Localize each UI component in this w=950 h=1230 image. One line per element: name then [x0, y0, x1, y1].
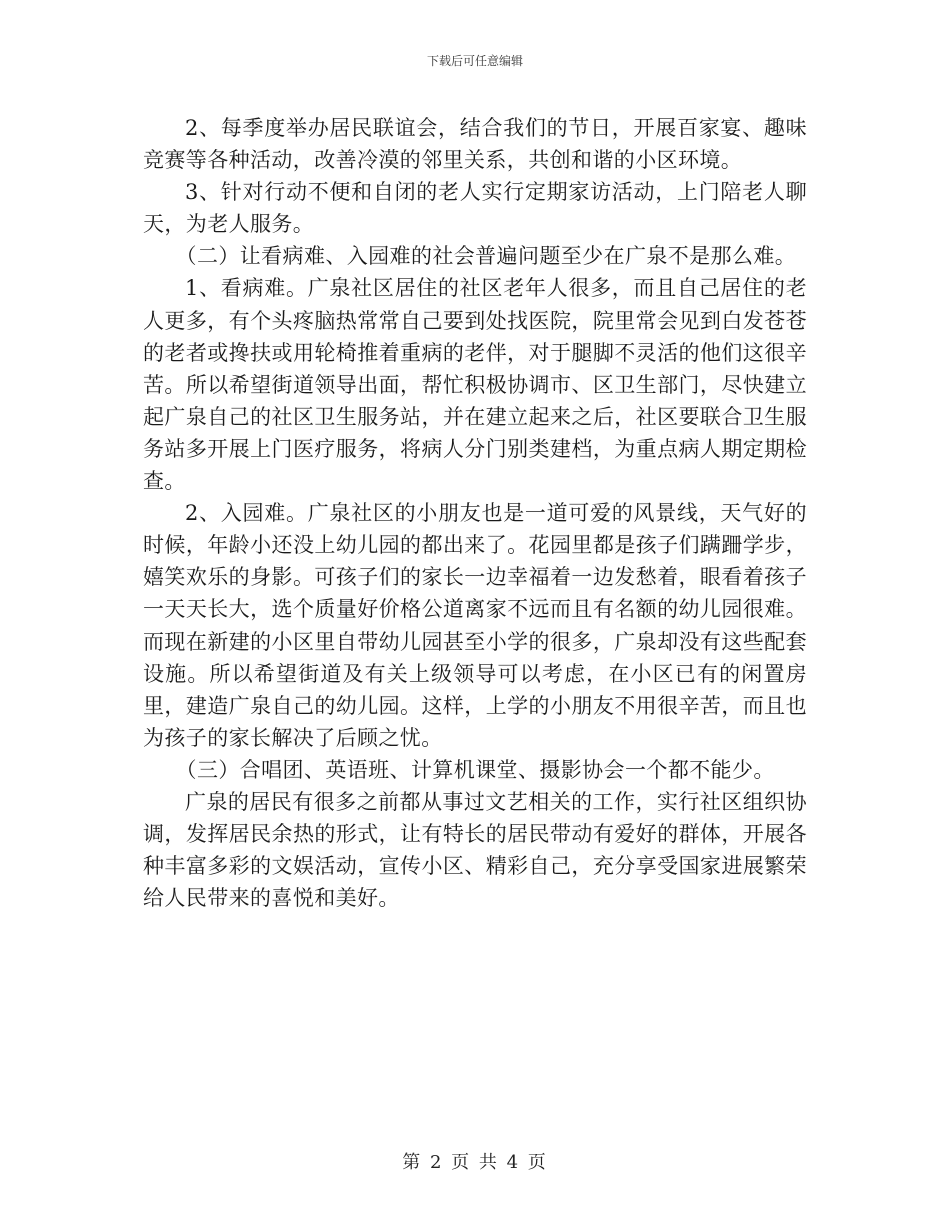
paragraph-item-2-activities: 2、每季度举办居民联谊会，结合我们的节日，开展百家宴、趣味竞赛等各种活动，改善冷漠的邻里关系，共创和谐的小区环境。: [143, 116, 807, 173]
document-body: [143, 112, 807, 914]
section-heading-3: （三）合唱团、英语班、计算机课堂、摄影协会一个都不能少。: [175, 757, 775, 782]
paragraph-kindergarten: 2、入园难。广泉社区的小朋友也是一道可爱的风景线，天气好的时候，年龄小还没上幼儿园的都出来了。花园里都是孩子们蹒跚学步，嬉笑欢乐的身影。可孩子们的家长一边幸福着一边发愁着，眼看着孩子一天天长大，选个质量好价格公道离家不远而且有名额的幼儿园很难。而现在新建的小区里自带幼儿园甚至小学的很多，广泉却没有这些配套设施。所以希望街道及有关上级领导可以考虑，在小区已有的闲置房里，建造广泉自己的幼儿园。这样，上学的小朋友不用很辛苦，而且也为孩子的家长解决了后顾之忧。: [143, 501, 807, 750]
section-heading-2: （二）让看病难、入园难的社会普遍问题至少在广泉不是那么难。: [175, 244, 797, 269]
paragraph-medical-care: 1、看病难。广泉社区居住的社区老年人很多，而且自己居住的老人更多，有个头疼脑热常常自己要到处找医院，院里常会见到白发苍苍的老者或搀扶或用轮椅推着重病的老伴，对于腿脚不灵活的他们这很辛苦。所以希望街道领导出面，帮忙积极协调市、区卫生部门，尽快建立起广泉自己的社区卫生服务站，并在建立起来之后，社区要联合卫生服务站多开展上门医疗服务，将病人分门别类建档，为重点病人期定期检查。: [143, 276, 807, 494]
header-note: 下载后可任意编辑: [426, 54, 523, 68]
paragraph-item-3-home-visits: 3、针对行动不便和自闭的老人实行定期家访活动，上门陪老人聊天，为老人服务。: [143, 180, 807, 237]
page-number: 第 2 页 共 4 页: [402, 1152, 548, 1173]
paragraph-cultural-activities: 广泉的居民有很多之前都从事过文艺相关的工作，实行社区组织协调，发挥居民余热的形式，让有特长的居民带动有爱好的群体，开展各种丰富多彩的文娱活动，宣传小区、精彩自己，充分享受国家进展繁荣给人民带来的喜悦和美好。: [143, 789, 807, 911]
